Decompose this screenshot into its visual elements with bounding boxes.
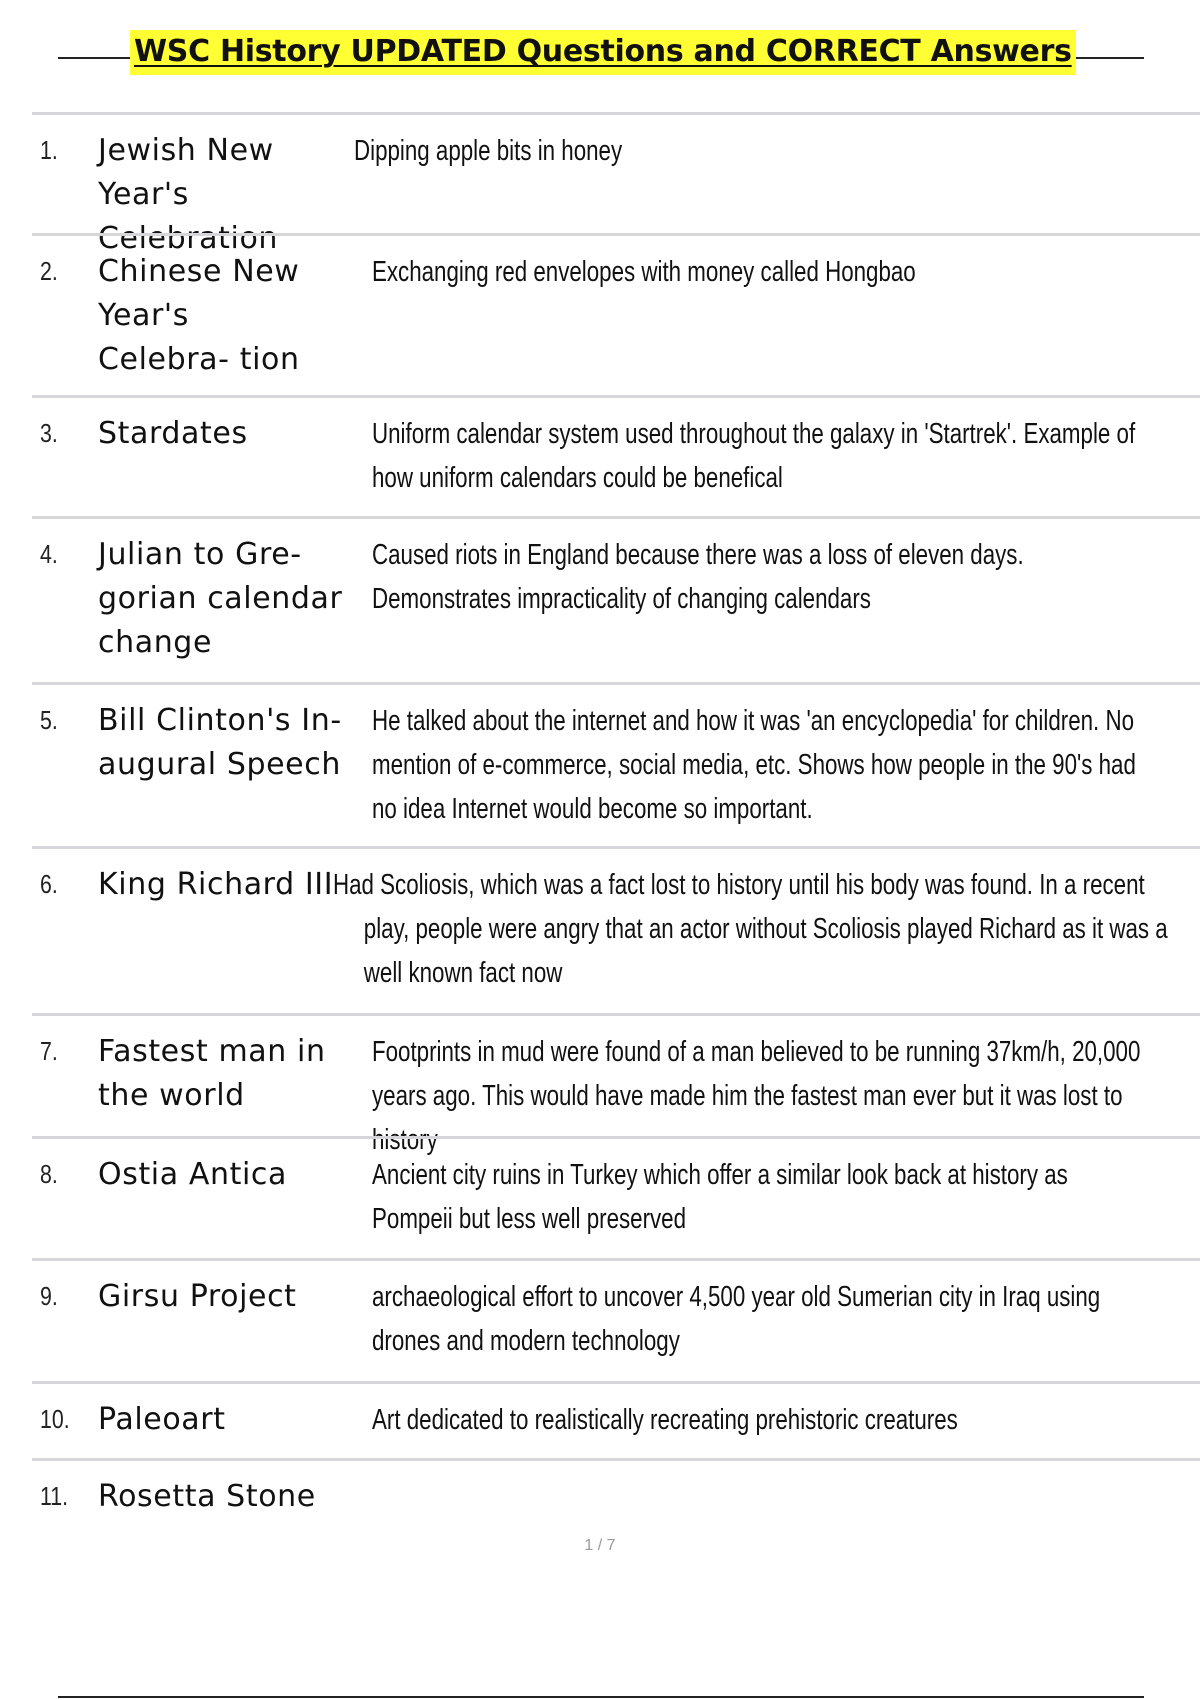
item-definition: Dipping apple bits in honey (354, 135, 623, 167)
item-number: 7. (40, 1036, 58, 1066)
item-term: Paleoart (98, 1402, 226, 1437)
qa-row (32, 395, 1200, 516)
qa-row (32, 112, 1200, 256)
item-number: 9. (40, 1281, 58, 1311)
qa-row (32, 846, 1200, 1013)
item-number: 1. (40, 135, 58, 165)
item-term: Jewish New Year's Celebration (98, 133, 279, 256)
qa-row (32, 1136, 1200, 1258)
page-number: 1 / 7 (584, 1537, 616, 1554)
qa-list (32, 112, 1200, 1541)
item-term: Stardates (98, 416, 248, 451)
item-number: 3. (40, 418, 58, 448)
item-definition: He talked about the internet and how it was 'an encyclopedia' for children. No mention of e-commerce, social media, etc. Shows how people in the 90's had no idea Internet would become so important. (372, 705, 1136, 825)
qa-row (32, 1258, 1200, 1381)
item-definition: Uniform calendar system used throughout the galaxy in 'Startrek'. Example of how uniform calendars could be benefical (372, 418, 1136, 494)
footer-rule (58, 1696, 1144, 1698)
document-header (58, 30, 1144, 88)
item-definition: Ancient city ruins in Turkey which offer a similar look back at history as Pompeii but less well preserved (372, 1159, 1068, 1235)
item-term: Ostia Antica (98, 1157, 287, 1192)
item-term: Julian to Gre- gorian calendar change (98, 537, 343, 660)
qa-row (32, 233, 1200, 395)
item-term: King Richard III (98, 867, 334, 902)
item-term: Fastest man in the world (98, 1034, 326, 1113)
item-number: 2. (40, 256, 58, 286)
qa-row (32, 1013, 1200, 1156)
item-definition: Footprints in mud were found of a man believed to be running 37km/h, 20,000 years ago. This would have made him the fastest man ever but it was lost to history (372, 1036, 1141, 1156)
item-definition: Had Scoliosis, which was a fact lost to history until his body was found. In a recent play, people were angry that an actor without Scoliosis played Richard as it was a well known fact now (333, 869, 1168, 989)
document-title: WSC History UPDATED Questions and CORRECT Answers (130, 30, 1076, 75)
item-number: 8. (40, 1159, 58, 1189)
item-number: 4. (40, 539, 58, 569)
item-term: Girsu Project (98, 1279, 297, 1314)
qa-row (32, 516, 1200, 682)
item-definition: archaeological effort to uncover 4,500 year old Sumerian city in Iraq using drones and modern technology (372, 1281, 1101, 1357)
item-definition: Caused riots in England because there was a loss of eleven days. Demonstrates impracticality of changing calendars (372, 539, 1024, 615)
qa-row (32, 1458, 1200, 1541)
item-term: Rosetta Stone (98, 1479, 316, 1514)
item-definition: Art dedicated to realistically recreating prehistoric creatures (372, 1404, 958, 1436)
item-term: Chinese New Year's Celebra- tion (98, 254, 300, 377)
qa-row (32, 682, 1200, 846)
item-number: 11. (40, 1481, 69, 1511)
item-term: Bill Clinton's In- augural Speech (98, 703, 342, 782)
item-definition: Exchanging red envelopes with money called Hongbao (372, 256, 916, 288)
item-number: 6. (40, 869, 58, 899)
item-number: 5. (40, 705, 58, 735)
item-number: 10. (40, 1404, 70, 1434)
qa-row (32, 1381, 1200, 1458)
